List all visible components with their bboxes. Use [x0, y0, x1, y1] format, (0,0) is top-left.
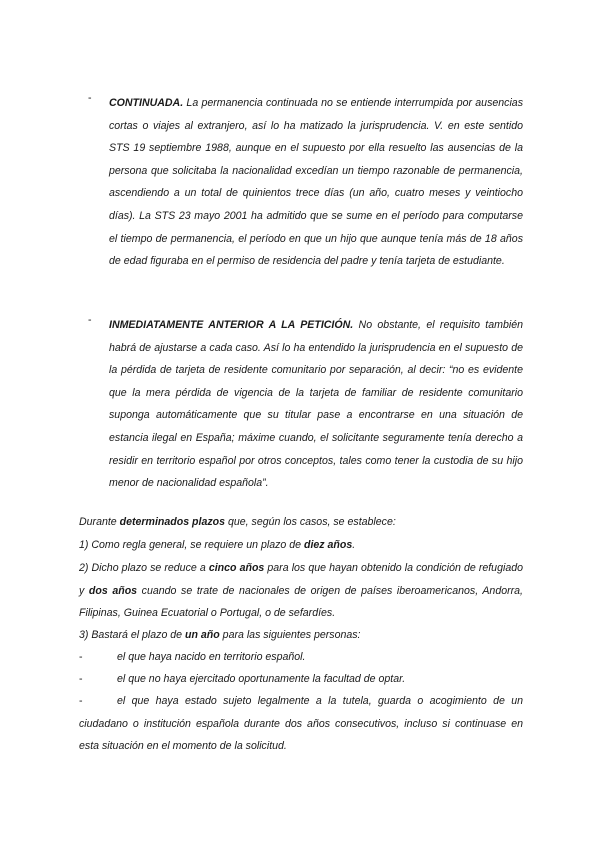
sub-dash: -	[79, 695, 83, 707]
bold-term: diez años	[303, 539, 353, 551]
bullet-paragraph	[109, 92, 523, 273]
bullet-dash: -	[88, 92, 92, 104]
bold-term: cinco años	[208, 562, 265, 574]
regla-3: 3) Bastará el plazo de un año para las siguientes personas:	[79, 629, 361, 641]
sub-item: - el que haya nacido en territorio español.	[79, 646, 523, 669]
bullet-paragraph	[109, 314, 523, 495]
bold-term: determinados plazos	[119, 516, 226, 528]
bullet-heading: INMEDIATAMENTE ANTERIOR A LA PETICIÓN.	[109, 319, 354, 331]
bold-term: dos años	[88, 584, 138, 597]
sub-dash: -	[79, 673, 83, 685]
sub-item: - el que no haya ejercitado oportunamente la facultad de optar.	[79, 668, 523, 691]
bold-term: un año	[185, 629, 220, 641]
durante-line: Durante determinados plazos que, según los casos, se establece:	[79, 516, 396, 528]
bullet-body: No obstante, el requisito también habrá de ajustarse a cada caso. Así lo ha entendido la jurisprudencia en el supuesto de la pérdida de tarjeta de residente comunitario por separación, al decir: “no es evidente que la mera pérdida de vigencia de la tarjeta de familiar de residente comunitario suponga automáticamente que su titular pase a encontrarse en una situación de estancia ilegal en España; máxime cuando, el solicitante seguramente tenía derecho a residir en territorio español por otros conceptos, tales como tener la custodia de su hijo menor de nacionalidad española”.	[109, 319, 523, 490]
regla-2: 2) Dicho plazo se reduce a cinco años para los que hayan obtenido la condición de refugiado y dos años cuando se trate de nacionales de origen de países iberoamericanos, Andorra, Filipinas, Guinea Ecuatorial o Portugal, o de sefardíes.	[79, 562, 523, 620]
bullet-continuada	[88, 92, 523, 273]
regla-1: 1) Como regla general, se requiere un plazo de diez años.	[79, 539, 356, 551]
bullet-heading: CONTINUADA.	[109, 97, 184, 109]
bullet-dash: -	[88, 314, 92, 326]
bullet-body: La permanencia continuada no se entiende interrumpida por ausencias cortas o viajes al extranjero, así lo ha matizado la jurisprudencia. V. en este sentido STS 19 septiembre 1988, aunque en el supuesto por ella resuelto las ausencias de la persona que solicitaba la nacionalidad excedían un tiempo razonable de permanencia, ascendiendo a un total de quinientos trece días (un año, cuatro meses y veintiocho días). La STS 23 mayo 2001 ha admitido que se sume en el período para computarse el tiempo de permanencia, el período en que un hijo que aunque tenía más de 18 años de edad figuraba en el permiso de residencia del padre y tenía tarjeta de estudiante.	[109, 97, 523, 268]
sub-dash: -	[79, 651, 83, 663]
sub-item: - el que haya estado sujeto legalmente a la tutela, guarda o acogimiento de un ciudadano o institución española durante dos años consecutivos, incluso si continuase en esta situación en el momento de la solicitud.	[79, 690, 523, 758]
bullet-inmediatamente	[88, 314, 523, 495]
